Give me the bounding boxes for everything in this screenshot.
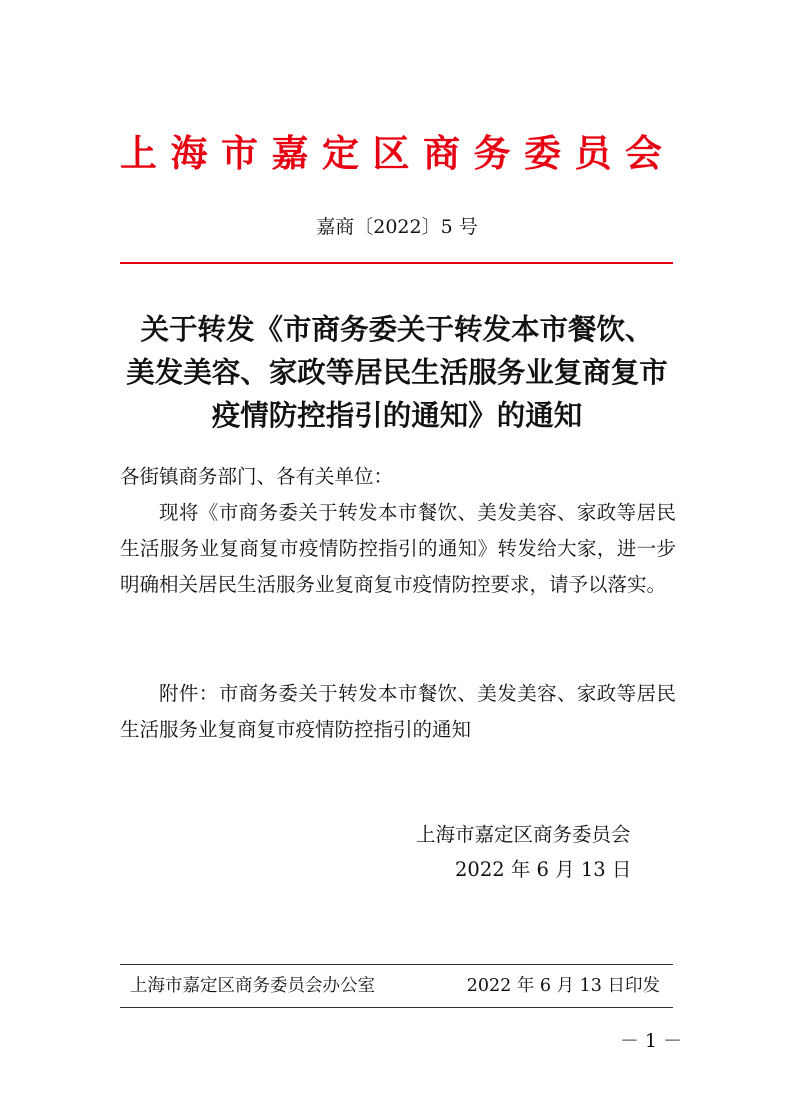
attachment-note: 附件：市商务委关于转发本市餐饮、美发美容、家政等居民生活服务业复商复市疫情防控指引的通知 (120, 682, 676, 741)
addressee-line: 各街镇商务部门、各有关单位： (120, 465, 394, 488)
page-number: － 1 － (619, 1030, 682, 1052)
footer-office: 上海市嘉定区商务委员会办公室 (130, 976, 375, 996)
title-line-1: 关于转发《市商务委关于转发本市餐饮、 (140, 312, 654, 346)
footer-top-rule (120, 964, 673, 965)
footer-bottom-rule (120, 1007, 673, 1008)
body-paragraph: 现将《市商务委关于转发本市餐饮、美发美容、家政等居民生活服务业复商复市疫情防控指引的通知》转发给大家，进一步明确相关居民生活服务业复商复市疫情防控要求，请予以落实。 (120, 501, 676, 596)
footer-print-date: 2022 年 6 月 13 日印发 (466, 976, 660, 996)
title-line-2: 美发美容、家政等居民生活服务业复商复市 (126, 355, 668, 389)
document-number: 嘉商〔2022〕5 号 (316, 216, 478, 238)
issuer-header: 上海市嘉定区商务委员会 (120, 131, 676, 175)
document-title (110, 308, 684, 437)
signature-date: 2022 年 6 月 13 日 (455, 858, 632, 881)
signature-organization: 上海市嘉定区商务委员会 (416, 823, 631, 846)
title-line-3: 疫情防控指引的通知》的通知 (211, 398, 583, 432)
red-separator-line (120, 262, 673, 264)
